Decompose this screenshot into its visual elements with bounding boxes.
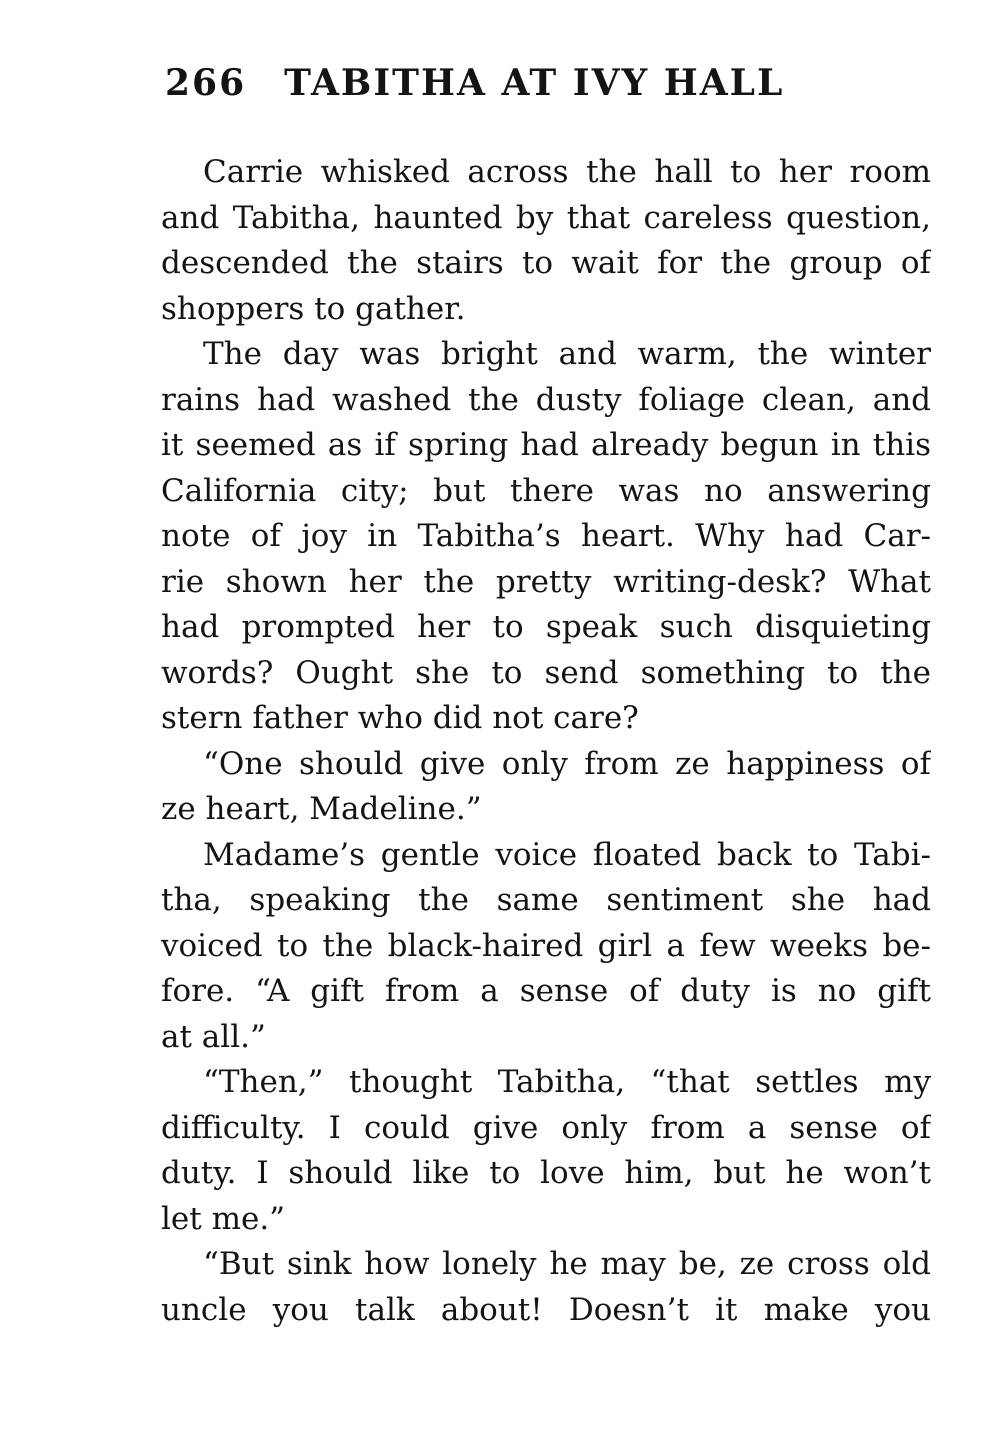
- paragraph: [161, 1060, 931, 1242]
- text-line: “One should give only from ze happiness of: [203, 745, 931, 782]
- text-line: duty. I should like to love him, but he won’t: [161, 1155, 931, 1191]
- text-line: ze heart, Madeline.”: [161, 791, 482, 827]
- text-line: “But sink how lonely he may be, ze cross old: [203, 1246, 931, 1282]
- text-line: Carrie whisked across the hall to her room: [203, 154, 931, 190]
- text-line: note of joy in Tabitha’s heart. Why had Car-: [161, 518, 931, 554]
- text-line: stern father who did not care?: [161, 700, 639, 736]
- text-line: let me.”: [161, 1200, 286, 1237]
- running-title: TABITHA AT IVY HALL: [284, 62, 785, 104]
- text-line: “Then,” thought Tabitha, “that settles my: [203, 1064, 931, 1100]
- running-header: [165, 62, 865, 118]
- text-line: rie shown her the pretty writing-desk? What: [161, 563, 931, 600]
- text-line: shoppers to gather.: [161, 290, 466, 327]
- text-line: uncle you talk about! Doesn’t it make you: [161, 1291, 931, 1328]
- text-line: descended the stairs to wait for the group of: [161, 245, 931, 281]
- page-number: 266: [165, 62, 247, 104]
- text-line: Madame’s gentle voice floated back to Tabi-: [203, 836, 931, 873]
- text-line: difficulty. I could give only from a sense of: [161, 1109, 931, 1146]
- text-line: tha, speaking the same sentiment she had: [161, 882, 931, 918]
- paragraph: [161, 150, 931, 332]
- text-line: The day was bright and warm, the winter: [203, 336, 931, 372]
- paragraph: [161, 742, 931, 833]
- text-line: had prompted her to speak such disquieting: [161, 609, 931, 645]
- text-line: and Tabitha, haunted by that careless question,: [161, 199, 931, 236]
- text-line: at all.”: [161, 1018, 266, 1055]
- paragraph: [161, 332, 931, 742]
- text-line: fore. “A gift from a sense of duty is no gift: [161, 973, 931, 1009]
- text-line: rains had washed the dusty foliage clean, and: [161, 381, 931, 418]
- text-line: California city; but there was no answering: [161, 472, 931, 509]
- text-line: it seemed as if spring had already begun in this: [161, 427, 931, 463]
- text-line: words? Ought she to send something to the: [161, 654, 931, 691]
- body-text: [161, 150, 931, 1333]
- paragraph: [161, 1242, 931, 1333]
- text-line: voiced to the black-haired girl a few weeks be-: [161, 927, 931, 964]
- paragraph: [161, 833, 931, 1061]
